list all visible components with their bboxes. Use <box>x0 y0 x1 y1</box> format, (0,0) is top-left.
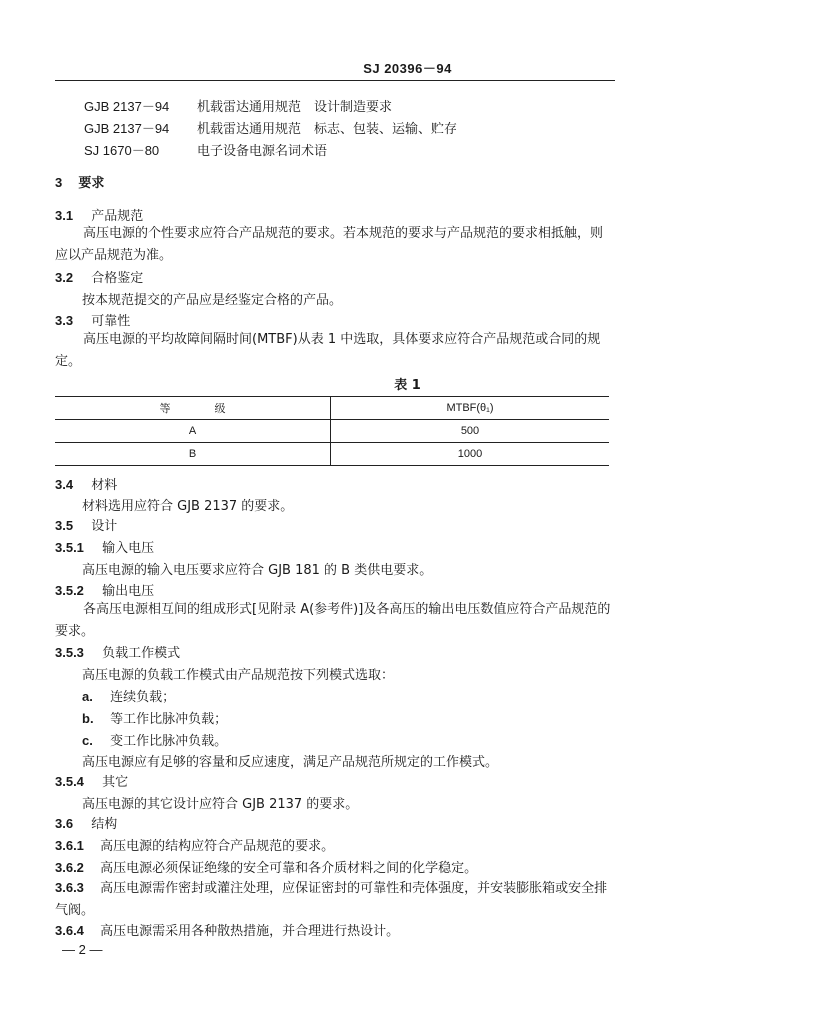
list-item-label: a. <box>82 689 93 704</box>
section-3-5-4-heading <box>55 771 128 790</box>
section-number: 3.4 <box>55 477 74 492</box>
section-title: 输出电压 <box>102 584 155 599</box>
section-number: 3.1 <box>55 208 74 223</box>
document-number: SJ 20396－94 <box>363 61 452 76</box>
section-3-5-3-intro: 高压电源的负载工作模式由产品规范按下列模式选取： <box>82 668 395 683</box>
section-title: 设计 <box>91 519 118 534</box>
reference-title: 机载雷达通用规范 设计制造要求 <box>197 100 393 115</box>
list-item-label: c. <box>82 733 93 748</box>
section-3-5-heading <box>55 515 117 534</box>
table-header-cell: MTBF(θ₁) <box>331 397 610 420</box>
mtbf-table <box>55 396 609 466</box>
reference-code: SJ 1670－80 <box>84 143 160 158</box>
section-3-6-4 <box>55 920 399 939</box>
section-body: 高压电源需作密封或灌注处理，应保证密封的可靠性和壳体强度，并安装膨胀箱或安全排气阀。 <box>55 881 608 918</box>
section-number: 3.3 <box>55 313 74 328</box>
list-item <box>82 686 175 705</box>
table-header-row <box>55 397 609 420</box>
section-body: 高压电源必须保证绝缘的安全可靠和各介质材料之间的化学稳定。 <box>100 861 478 876</box>
reference-code: GJB 2137－94 <box>84 99 170 114</box>
section-3-1-heading <box>55 205 143 224</box>
list-item <box>82 708 227 727</box>
list-item <box>82 730 227 749</box>
section-3-3-body: 高压电源的平均故障间隔时间(MTBF)从表 1 中选取，具体要求应符合产品规范或合同的规定。 <box>55 332 601 369</box>
table-row <box>55 420 609 443</box>
section-3-6-heading <box>55 813 117 832</box>
section-number: 3 <box>55 175 63 190</box>
section-number: 3.5.4 <box>55 774 84 789</box>
reference-title: 机载雷达通用规范 标志、包装、运输、贮存 <box>197 122 458 137</box>
section-number: 3.6.4 <box>55 923 84 938</box>
section-3-5-1-heading <box>55 537 154 556</box>
section-3-5-3-outro: 高压电源应有足够的容量和反应速度，满足产品规范所规定的工作模式。 <box>82 755 499 770</box>
section-3-5-2-heading <box>55 580 154 599</box>
section-title: 负载工作模式 <box>102 646 181 661</box>
section-3-heading <box>55 172 104 191</box>
table-cell: 500 <box>331 420 610 443</box>
section-3-5-2-body: 各高压电源相互间的组成形式[见附录 A(参考件)]及各高压的输出电压数值应符合产品规范的要求。 <box>55 602 611 639</box>
list-item-text: 变工作比脉冲负载。 <box>110 734 228 749</box>
section-number: 3.6.1 <box>55 838 84 853</box>
section-3-5-4-body: 高压电源的其它设计应符合 GJB 2137 的要求。 <box>82 797 359 812</box>
section-number: 3.5.1 <box>55 540 84 555</box>
section-3-5-3-heading <box>55 642 180 661</box>
section-title: 要求 <box>78 176 105 191</box>
section-3-4-heading <box>55 474 117 493</box>
section-title: 产品规范 <box>91 209 144 224</box>
table-header-cell: 等 级 <box>55 397 331 420</box>
section-3-2-body: 按本规范提交的产品应是经鉴定合格的产品。 <box>82 293 343 308</box>
section-title: 结构 <box>91 817 118 832</box>
list-item-label: b. <box>82 711 94 726</box>
section-body: 高压电源需采用各种散热措施，并合理进行热设计。 <box>100 924 400 939</box>
section-title: 可靠性 <box>91 314 131 329</box>
section-body: 高压电源的结构应符合产品规范的要求。 <box>100 839 335 854</box>
section-number: 3.2 <box>55 270 74 285</box>
section-3-6-3 <box>55 877 615 922</box>
section-number: 3.6.3 <box>55 880 84 895</box>
section-3-6-2 <box>55 857 477 876</box>
reference-title: 电子设备电源名词术语 <box>197 144 328 159</box>
table-cell: B <box>55 443 331 466</box>
section-3-3-heading <box>55 310 130 329</box>
section-3-1-body: 高压电源的个性要求应符合产品规范的要求。若本规范的要求与产品规范的要求相抵触，则应以产品规范为准。 <box>55 226 604 263</box>
table-row <box>55 443 609 466</box>
section-title: 输入电压 <box>102 541 155 556</box>
section-number: 3.5 <box>55 518 74 533</box>
section-number: 3.6 <box>55 816 74 831</box>
list-item-text: 等工作比脉冲负载； <box>110 712 228 727</box>
section-number: 3.5.3 <box>55 645 84 660</box>
list-item-text: 连续负载； <box>110 690 176 705</box>
reference-code: GJB 2137－94 <box>84 121 170 136</box>
section-number: 3.6.2 <box>55 860 84 875</box>
section-title: 材料 <box>91 478 118 493</box>
section-title: 其它 <box>102 775 129 790</box>
section-3-2-heading <box>55 267 143 286</box>
table-cell: A <box>55 420 331 443</box>
section-3-6-1 <box>55 835 334 854</box>
section-3-4-body: 材料选用应符合 GJB 2137 的要求。 <box>82 499 294 514</box>
section-3-5-1-body: 高压电源的输入电压要求应符合 GJB 181 的 B 类供电要求。 <box>82 563 433 578</box>
section-title: 合格鉴定 <box>91 271 144 286</box>
table-cell: 1000 <box>331 443 610 466</box>
table-caption: 表 1 <box>394 378 421 393</box>
page-number: — 2 — <box>62 942 103 957</box>
header-rule <box>55 80 615 81</box>
section-number: 3.5.2 <box>55 583 84 598</box>
